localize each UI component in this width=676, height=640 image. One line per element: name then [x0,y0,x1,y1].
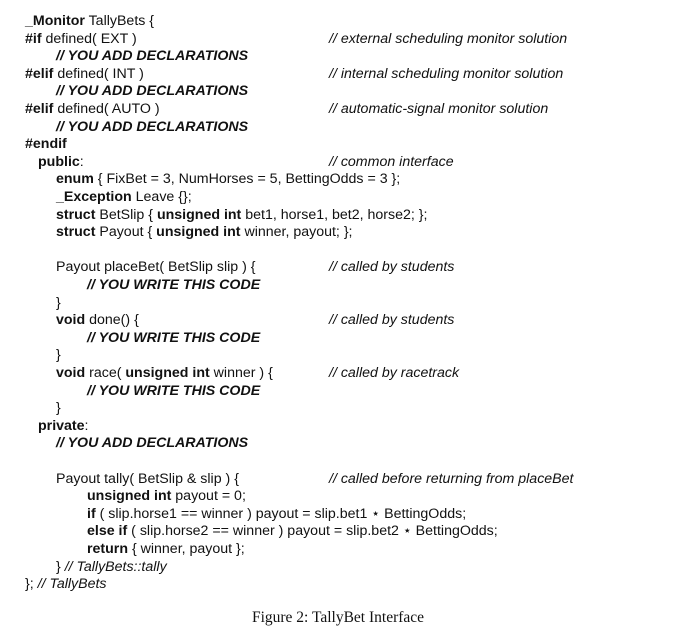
code-text: Payout placeBet( BetSlip slip ) { [56,259,256,276]
code-keyword: unsigned int [156,206,242,223]
code-line [56,206,427,224]
code-text: defined( INT ) [53,65,144,82]
code-comment: // YOU WRITE THIS CODE [87,329,261,346]
code-text: bet1, horse1, bet2, horse2; }; [241,206,428,223]
code-keyword: #elif [25,101,54,117]
code-text: race( [85,365,126,381]
code-line [25,65,144,83]
code-line [25,12,154,30]
code-keyword: if [87,505,96,522]
code-comment: // YOU ADD DECLARATIONS [56,83,249,100]
code-side-comment: // called by students [329,312,455,329]
code-text: winner, payout; }; [240,224,353,241]
code-line [87,382,260,400]
code-keyword: unsigned int [156,224,241,241]
code-text: done() { [85,312,139,329]
code-comment: // YOU ADD DECLARATIONS [56,48,249,65]
code-text: { winner, payout }; [128,541,245,557]
code-line [56,223,353,241]
code-keyword: _Exception [56,189,132,205]
code-text: payout = 0; [171,488,246,505]
code-side-comment: // common interface [329,153,454,170]
code-side-comment: // automatic-signal monitor solution [329,101,549,117]
code-line [56,311,139,329]
code-text: Payout { [95,224,157,241]
code-text: { FixBet = 3, NumHorses = 5, BettingOdds = 3 }; [93,171,401,188]
code-line [56,470,239,488]
code-line [87,276,260,294]
code-line [56,258,256,276]
code-comment: // YOU ADD DECLARATIONS [56,118,249,135]
code-line [56,364,273,382]
code-line [25,135,67,153]
code-side-comment: // external scheduling monitor solution [329,30,568,47]
code-comment: // TallyBets::tally [64,558,167,575]
code-text: defined( EXT ) [41,30,137,47]
code-line [87,522,498,540]
code-text: }; [25,576,38,593]
code-comment: // YOU WRITE THIS CODE [87,382,261,399]
code-keyword: public [38,153,80,170]
code-line [56,346,61,364]
code-keyword: void [56,365,86,381]
code-text: : [79,153,84,170]
code-text: ( slip.horse1 == winner ) payout = slip.bet1 ⋆ BettingOdds; [95,505,467,522]
figure-caption: Figure 2: TallyBet Interface [251,609,425,626]
code-line [87,505,466,523]
code-line [56,118,248,136]
code-keyword: _Monitor [25,13,85,29]
code-text: winner ) { [209,365,273,381]
code-line [38,417,88,435]
code-comment: // TallyBets [37,576,107,593]
code-keyword: return [87,541,128,557]
code-keyword: enum [56,171,94,188]
code-text: } [56,558,65,575]
code-line [87,540,245,558]
code-text: BetSlip { [95,206,157,223]
code-keyword: #elif [25,65,54,82]
code-text: defined( AUTO ) [53,101,160,117]
code-keyword: #endif [25,136,67,153]
code-keyword: else if [87,523,128,540]
code-line [25,575,107,593]
code-line [87,487,246,505]
code-text: Leave {}; [131,189,192,205]
code-keyword: unsigned int [125,365,210,381]
code-keyword: struct [56,206,96,223]
code-line [38,153,84,171]
code-text: : [84,417,89,434]
code-comment: // YOU WRITE THIS CODE [87,277,261,293]
code-line [56,558,167,576]
code-text: } [56,294,61,311]
code-side-comment: // called by racetrack [329,365,460,381]
code-keyword: unsigned int [87,488,172,505]
code-text: } [56,400,61,417]
code-keyword: #if [25,30,42,47]
code-side-comment: // called by students [329,259,455,276]
code-line [25,30,137,48]
code-keyword: void [56,312,86,329]
code-text: TallyBets { [84,13,155,29]
code-line [56,294,61,312]
code-line [56,82,248,100]
code-line [56,399,61,417]
code-text: Payout tally( BetSlip & slip ) { [56,470,239,487]
code-side-comment: // called before returning from placeBet [329,470,574,487]
code-line [56,188,192,206]
code-comment: // YOU ADD DECLARATIONS [56,435,249,452]
code-text: } [56,347,61,364]
code-text: ( slip.horse2 == winner ) payout = slip.bet2 ⋆ BettingOdds; [127,523,498,540]
code-line [56,170,400,188]
code-line [25,100,160,118]
code-line [87,329,260,347]
code-line [56,47,248,65]
code-line [56,434,248,452]
code-side-comment: // internal scheduling monitor solution [329,65,564,82]
code-keyword: struct [56,224,96,241]
code-keyword: private [38,417,85,434]
